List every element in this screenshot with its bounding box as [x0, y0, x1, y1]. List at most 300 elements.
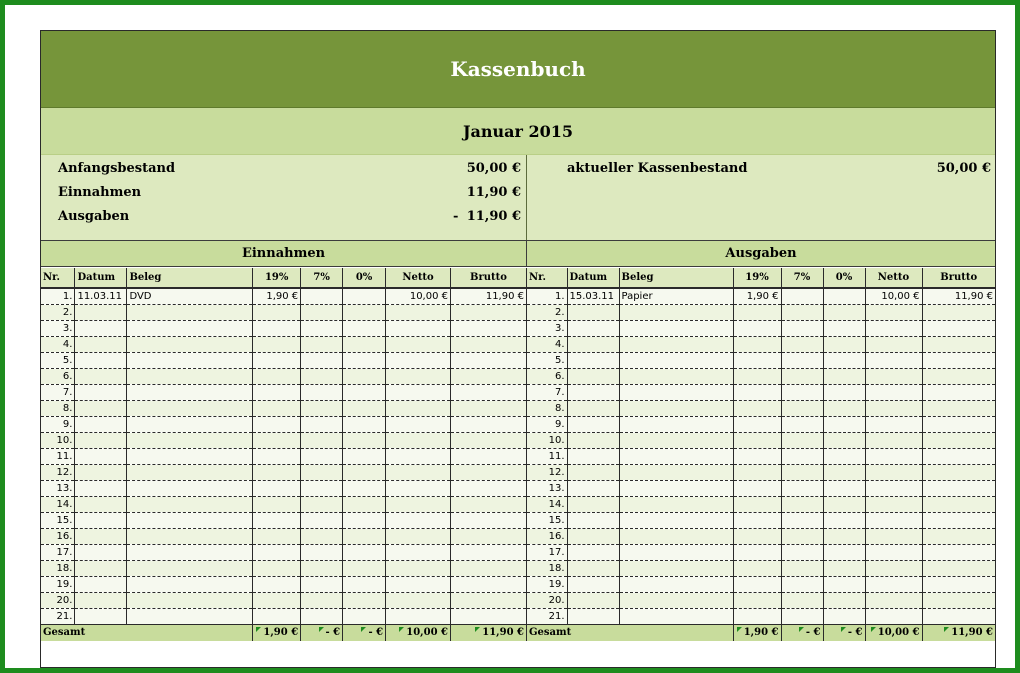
einnahmen-cell-datum[interactable] [75, 352, 127, 368]
ausgaben-cell-nr[interactable]: 18. [527, 560, 567, 576]
ausgaben-cell-19[interactable] [733, 384, 781, 400]
einnahmen-cell-netto[interactable] [386, 448, 451, 464]
ausgaben-cell-19[interactable] [733, 432, 781, 448]
einnahmen-cell-7[interactable] [301, 528, 343, 544]
einnahmen-cell-0[interactable] [343, 464, 386, 480]
einnahmen-cell-19[interactable] [253, 400, 301, 416]
einnahmen-cell-datum[interactable] [75, 528, 127, 544]
ausgaben-cell-nr[interactable]: 11. [527, 448, 567, 464]
einnahmen-cell-0[interactable] [343, 512, 386, 528]
einnahmen-cell-brutto[interactable] [451, 464, 527, 480]
einnahmen-cell-netto[interactable] [386, 368, 451, 384]
ausgaben-cell-datum[interactable] [567, 304, 619, 320]
ausgaben-cell-datum[interactable] [567, 352, 619, 368]
einnahmen-cell-nr[interactable]: 11. [41, 448, 75, 464]
einnahmen-cell-datum[interactable] [75, 448, 127, 464]
ausgaben-cell-netto[interactable] [865, 576, 922, 592]
ausgaben-cell-7[interactable] [781, 448, 823, 464]
einnahmen-cell-7[interactable] [301, 400, 343, 416]
ausgaben-cell-19[interactable] [733, 416, 781, 432]
ausgaben-cell-netto[interactable]: 10,00 € [865, 288, 922, 304]
ausgaben-cell-datum[interactable] [567, 544, 619, 560]
einnahmen-cell-nr[interactable]: 9. [41, 416, 75, 432]
einnahmen-cell-nr[interactable]: 17. [41, 544, 75, 560]
einnahmen-cell-7[interactable] [301, 432, 343, 448]
ausgaben-cell-7[interactable] [781, 608, 823, 624]
einnahmen-cell-datum[interactable] [75, 496, 127, 512]
ausgaben-cell-datum[interactable]: 15.03.11 [567, 288, 619, 304]
ausgaben-cell-19[interactable] [733, 512, 781, 528]
ausgaben-cell-datum[interactable] [567, 480, 619, 496]
einnahmen-cell-0[interactable] [343, 288, 386, 304]
ausgaben-cell-beleg[interactable] [619, 320, 733, 336]
ausgaben-cell-netto[interactable] [865, 496, 922, 512]
ausgaben-cell-beleg[interactable] [619, 448, 733, 464]
ausgaben-cell-netto[interactable] [865, 528, 922, 544]
ausgaben-cell-datum[interactable] [567, 416, 619, 432]
ausgaben-cell-beleg[interactable] [619, 480, 733, 496]
einnahmen-cell-0[interactable] [343, 448, 386, 464]
einnahmen-cell-7[interactable] [301, 608, 343, 624]
ausgaben-cell-beleg[interactable] [619, 608, 733, 624]
einnahmen-cell-datum[interactable] [75, 592, 127, 608]
ausgaben-cell-netto[interactable] [865, 400, 922, 416]
einnahmen-cell-7[interactable] [301, 384, 343, 400]
einnahmen-cell-datum[interactable] [75, 432, 127, 448]
einnahmen-cell-19[interactable] [253, 464, 301, 480]
einnahmen-cell-nr[interactable]: 6. [41, 368, 75, 384]
einnahmen-cell-nr[interactable]: 10. [41, 432, 75, 448]
einnahmen-cell-7[interactable] [301, 576, 343, 592]
ausgaben-cell-netto[interactable] [865, 352, 922, 368]
ausgaben-cell-beleg[interactable] [619, 400, 733, 416]
einnahmen-cell-7[interactable] [301, 304, 343, 320]
einnahmen-cell-19[interactable] [253, 416, 301, 432]
ausgaben-cell-7[interactable] [781, 512, 823, 528]
ausgaben-cell-beleg[interactable] [619, 384, 733, 400]
ausgaben-cell-brutto[interactable] [922, 416, 995, 432]
einnahmen-cell-netto[interactable] [386, 432, 451, 448]
einnahmen-cell-nr[interactable]: 1. [41, 288, 75, 304]
ausgaben-cell-netto[interactable] [865, 432, 922, 448]
ausgaben-cell-datum[interactable] [567, 528, 619, 544]
einnahmen-cell-netto[interactable] [386, 576, 451, 592]
einnahmen-cell-nr[interactable]: 18. [41, 560, 75, 576]
ausgaben-cell-0[interactable] [823, 384, 865, 400]
ausgaben-cell-nr[interactable]: 17. [527, 544, 567, 560]
einnahmen-cell-beleg[interactable] [127, 464, 253, 480]
ausgaben-cell-0[interactable] [823, 400, 865, 416]
einnahmen-cell-7[interactable] [301, 480, 343, 496]
einnahmen-cell-0[interactable] [343, 528, 386, 544]
ausgaben-cell-0[interactable] [823, 464, 865, 480]
einnahmen-cell-nr[interactable]: 7. [41, 384, 75, 400]
einnahmen-cell-netto[interactable] [386, 336, 451, 352]
ausgaben-cell-7[interactable] [781, 416, 823, 432]
ausgaben-cell-beleg[interactable] [619, 544, 733, 560]
einnahmen-cell-nr[interactable]: 12. [41, 464, 75, 480]
ausgaben-cell-19[interactable] [733, 560, 781, 576]
einnahmen-cell-0[interactable] [343, 544, 386, 560]
ausgaben-cell-nr[interactable]: 6. [527, 368, 567, 384]
einnahmen-cell-netto[interactable] [386, 480, 451, 496]
einnahmen-cell-brutto[interactable] [451, 512, 527, 528]
einnahmen-cell-datum[interactable] [75, 560, 127, 576]
einnahmen-cell-nr[interactable]: 2. [41, 304, 75, 320]
einnahmen-cell-19[interactable] [253, 544, 301, 560]
einnahmen-cell-beleg[interactable] [127, 448, 253, 464]
einnahmen-cell-0[interactable] [343, 480, 386, 496]
einnahmen-cell-nr[interactable]: 8. [41, 400, 75, 416]
einnahmen-cell-7[interactable] [301, 368, 343, 384]
einnahmen-cell-7[interactable] [301, 288, 343, 304]
ausgaben-cell-0[interactable] [823, 576, 865, 592]
ausgaben-cell-19[interactable] [733, 480, 781, 496]
ausgaben-cell-nr[interactable]: 10. [527, 432, 567, 448]
einnahmen-cell-7[interactable] [301, 496, 343, 512]
einnahmen-cell-0[interactable] [343, 304, 386, 320]
einnahmen-cell-0[interactable] [343, 400, 386, 416]
ausgaben-cell-datum[interactable] [567, 320, 619, 336]
einnahmen-cell-0[interactable] [343, 608, 386, 624]
ausgaben-cell-19[interactable] [733, 368, 781, 384]
ausgaben-cell-19[interactable] [733, 544, 781, 560]
ausgaben-cell-brutto[interactable] [922, 480, 995, 496]
einnahmen-cell-brutto[interactable] [451, 432, 527, 448]
ausgaben-cell-0[interactable] [823, 416, 865, 432]
einnahmen-cell-datum[interactable] [75, 320, 127, 336]
einnahmen-cell-19[interactable] [253, 336, 301, 352]
ausgaben-cell-beleg[interactable] [619, 368, 733, 384]
ausgaben-cell-datum[interactable] [567, 576, 619, 592]
ausgaben-cell-7[interactable] [781, 544, 823, 560]
einnahmen-cell-0[interactable] [343, 560, 386, 576]
ausgaben-cell-7[interactable] [781, 464, 823, 480]
einnahmen-cell-brutto[interactable] [451, 528, 527, 544]
ausgaben-cell-beleg[interactable] [619, 304, 733, 320]
ausgaben-cell-7[interactable] [781, 288, 823, 304]
einnahmen-cell-7[interactable] [301, 352, 343, 368]
einnahmen-cell-19[interactable] [253, 432, 301, 448]
ausgaben-cell-brutto[interactable] [922, 544, 995, 560]
einnahmen-cell-beleg[interactable] [127, 368, 253, 384]
ausgaben-cell-7[interactable] [781, 352, 823, 368]
einnahmen-cell-19[interactable] [253, 352, 301, 368]
ausgaben-cell-7[interactable] [781, 592, 823, 608]
einnahmen-cell-19[interactable] [253, 560, 301, 576]
einnahmen-cell-0[interactable] [343, 320, 386, 336]
einnahmen-cell-nr[interactable]: 15. [41, 512, 75, 528]
ausgaben-cell-7[interactable] [781, 400, 823, 416]
einnahmen-cell-7[interactable] [301, 464, 343, 480]
einnahmen-cell-19[interactable] [253, 304, 301, 320]
einnahmen-cell-netto[interactable] [386, 512, 451, 528]
ausgaben-cell-7[interactable] [781, 432, 823, 448]
ausgaben-cell-brutto[interactable] [922, 352, 995, 368]
ausgaben-cell-0[interactable] [823, 288, 865, 304]
einnahmen-cell-datum[interactable] [75, 464, 127, 480]
ausgaben-cell-7[interactable] [781, 368, 823, 384]
ausgaben-cell-netto[interactable] [865, 608, 922, 624]
einnahmen-cell-netto[interactable] [386, 320, 451, 336]
einnahmen-cell-19[interactable] [253, 512, 301, 528]
ausgaben-cell-nr[interactable]: 9. [527, 416, 567, 432]
einnahmen-cell-netto[interactable] [386, 608, 451, 624]
einnahmen-cell-nr[interactable]: 5. [41, 352, 75, 368]
einnahmen-cell-0[interactable] [343, 432, 386, 448]
einnahmen-cell-19[interactable] [253, 320, 301, 336]
ausgaben-cell-19[interactable]: 1,90 € [733, 288, 781, 304]
einnahmen-cell-netto[interactable] [386, 416, 451, 432]
ausgaben-cell-nr[interactable]: 19. [527, 576, 567, 592]
ausgaben-cell-0[interactable] [823, 608, 865, 624]
ausgaben-cell-netto[interactable] [865, 480, 922, 496]
ausgaben-cell-brutto[interactable] [922, 608, 995, 624]
ausgaben-cell-7[interactable] [781, 304, 823, 320]
einnahmen-cell-brutto[interactable] [451, 320, 527, 336]
ausgaben-cell-nr[interactable]: 15. [527, 512, 567, 528]
einnahmen-cell-beleg[interactable] [127, 608, 253, 624]
ausgaben-cell-0[interactable] [823, 352, 865, 368]
einnahmen-cell-0[interactable] [343, 352, 386, 368]
einnahmen-cell-beleg[interactable] [127, 496, 253, 512]
ausgaben-cell-7[interactable] [781, 560, 823, 576]
ausgaben-cell-0[interactable] [823, 544, 865, 560]
ausgaben-cell-beleg[interactable] [619, 592, 733, 608]
ausgaben-cell-datum[interactable] [567, 608, 619, 624]
ausgaben-cell-datum[interactable] [567, 592, 619, 608]
ausgaben-cell-beleg[interactable] [619, 560, 733, 576]
ausgaben-cell-19[interactable] [733, 592, 781, 608]
einnahmen-cell-nr[interactable]: 16. [41, 528, 75, 544]
ausgaben-cell-datum[interactable] [567, 336, 619, 352]
ausgaben-cell-datum[interactable] [567, 448, 619, 464]
ausgaben-cell-brutto[interactable] [922, 496, 995, 512]
einnahmen-cell-0[interactable] [343, 336, 386, 352]
ausgaben-cell-7[interactable] [781, 384, 823, 400]
einnahmen-cell-19[interactable] [253, 384, 301, 400]
einnahmen-cell-beleg[interactable] [127, 352, 253, 368]
ausgaben-cell-7[interactable] [781, 480, 823, 496]
einnahmen-cell-datum[interactable] [75, 544, 127, 560]
ausgaben-cell-netto[interactable] [865, 544, 922, 560]
ausgaben-cell-netto[interactable] [865, 320, 922, 336]
einnahmen-cell-7[interactable] [301, 320, 343, 336]
einnahmen-cell-beleg[interactable] [127, 432, 253, 448]
einnahmen-cell-datum[interactable] [75, 336, 127, 352]
ausgaben-cell-19[interactable] [733, 528, 781, 544]
einnahmen-cell-beleg[interactable] [127, 528, 253, 544]
ausgaben-cell-brutto[interactable] [922, 464, 995, 480]
einnahmen-cell-7[interactable] [301, 416, 343, 432]
einnahmen-cell-beleg[interactable]: DVD [127, 288, 253, 304]
einnahmen-cell-datum[interactable] [75, 368, 127, 384]
ausgaben-cell-datum[interactable] [567, 368, 619, 384]
ausgaben-cell-beleg[interactable] [619, 496, 733, 512]
ausgaben-cell-0[interactable] [823, 560, 865, 576]
ausgaben-cell-datum[interactable] [567, 400, 619, 416]
einnahmen-cell-brutto[interactable] [451, 352, 527, 368]
einnahmen-cell-19[interactable] [253, 576, 301, 592]
ausgaben-cell-0[interactable] [823, 528, 865, 544]
ausgaben-cell-netto[interactable] [865, 512, 922, 528]
einnahmen-cell-datum[interactable] [75, 608, 127, 624]
ausgaben-cell-netto[interactable] [865, 592, 922, 608]
ausgaben-cell-brutto[interactable] [922, 336, 995, 352]
einnahmen-cell-beleg[interactable] [127, 400, 253, 416]
einnahmen-cell-19[interactable] [253, 496, 301, 512]
einnahmen-cell-brutto[interactable] [451, 496, 527, 512]
einnahmen-cell-7[interactable] [301, 512, 343, 528]
ausgaben-cell-brutto[interactable] [922, 384, 995, 400]
ausgaben-cell-nr[interactable]: 2. [527, 304, 567, 320]
ausgaben-cell-19[interactable] [733, 496, 781, 512]
einnahmen-cell-beleg[interactable] [127, 320, 253, 336]
einnahmen-cell-7[interactable] [301, 336, 343, 352]
einnahmen-cell-brutto[interactable] [451, 560, 527, 576]
ausgaben-cell-nr[interactable]: 4. [527, 336, 567, 352]
einnahmen-cell-brutto[interactable] [451, 480, 527, 496]
ausgaben-cell-nr[interactable]: 7. [527, 384, 567, 400]
ausgaben-cell-brutto[interactable] [922, 368, 995, 384]
einnahmen-cell-19[interactable] [253, 368, 301, 384]
ausgaben-cell-beleg[interactable] [619, 464, 733, 480]
einnahmen-cell-19[interactable]: 1,90 € [253, 288, 301, 304]
ausgaben-cell-netto[interactable] [865, 336, 922, 352]
einnahmen-cell-beleg[interactable] [127, 592, 253, 608]
einnahmen-cell-0[interactable] [343, 368, 386, 384]
einnahmen-cell-nr[interactable]: 3. [41, 320, 75, 336]
einnahmen-cell-brutto[interactable] [451, 608, 527, 624]
ausgaben-cell-beleg[interactable] [619, 528, 733, 544]
einnahmen-cell-0[interactable] [343, 496, 386, 512]
ausgaben-cell-netto[interactable] [865, 560, 922, 576]
ausgaben-cell-netto[interactable] [865, 304, 922, 320]
einnahmen-cell-brutto[interactable] [451, 304, 527, 320]
ausgaben-cell-nr[interactable]: 5. [527, 352, 567, 368]
ausgaben-cell-nr[interactable]: 13. [527, 480, 567, 496]
ausgaben-cell-19[interactable] [733, 464, 781, 480]
ausgaben-cell-nr[interactable]: 20. [527, 592, 567, 608]
ausgaben-cell-brutto[interactable] [922, 400, 995, 416]
ausgaben-cell-0[interactable] [823, 448, 865, 464]
einnahmen-cell-datum[interactable] [75, 576, 127, 592]
ausgaben-cell-brutto[interactable] [922, 304, 995, 320]
einnahmen-cell-brutto[interactable] [451, 544, 527, 560]
ausgaben-cell-19[interactable] [733, 320, 781, 336]
einnahmen-cell-datum[interactable] [75, 416, 127, 432]
ausgaben-cell-0[interactable] [823, 304, 865, 320]
ausgaben-cell-0[interactable] [823, 496, 865, 512]
ausgaben-cell-beleg[interactable]: Papier [619, 288, 733, 304]
ausgaben-cell-netto[interactable] [865, 368, 922, 384]
ausgaben-cell-netto[interactable] [865, 384, 922, 400]
ausgaben-cell-7[interactable] [781, 496, 823, 512]
einnahmen-cell-19[interactable] [253, 528, 301, 544]
ausgaben-cell-0[interactable] [823, 320, 865, 336]
einnahmen-cell-nr[interactable]: 19. [41, 576, 75, 592]
ausgaben-cell-nr[interactable]: 16. [527, 528, 567, 544]
ausgaben-cell-brutto[interactable] [922, 432, 995, 448]
einnahmen-cell-brutto[interactable] [451, 576, 527, 592]
ausgaben-cell-nr[interactable]: 12. [527, 464, 567, 480]
ausgaben-cell-0[interactable] [823, 480, 865, 496]
einnahmen-cell-nr[interactable]: 4. [41, 336, 75, 352]
ausgaben-cell-beleg[interactable] [619, 352, 733, 368]
ausgaben-cell-beleg[interactable] [619, 416, 733, 432]
einnahmen-cell-brutto[interactable] [451, 400, 527, 416]
ausgaben-cell-19[interactable] [733, 400, 781, 416]
ausgaben-cell-brutto[interactable] [922, 560, 995, 576]
ausgaben-cell-brutto[interactable] [922, 320, 995, 336]
einnahmen-cell-nr[interactable]: 21. [41, 608, 75, 624]
einnahmen-cell-brutto[interactable]: 11,90 € [451, 288, 527, 304]
ausgaben-cell-0[interactable] [823, 336, 865, 352]
einnahmen-cell-7[interactable] [301, 592, 343, 608]
einnahmen-cell-brutto[interactable] [451, 416, 527, 432]
einnahmen-cell-netto[interactable] [386, 544, 451, 560]
einnahmen-cell-19[interactable] [253, 608, 301, 624]
einnahmen-cell-beleg[interactable] [127, 576, 253, 592]
ausgaben-cell-beleg[interactable] [619, 576, 733, 592]
einnahmen-cell-beleg[interactable] [127, 560, 253, 576]
ausgaben-cell-brutto[interactable] [922, 576, 995, 592]
einnahmen-cell-brutto[interactable] [451, 448, 527, 464]
einnahmen-cell-beleg[interactable] [127, 384, 253, 400]
einnahmen-cell-netto[interactable]: 10,00 € [386, 288, 451, 304]
einnahmen-cell-datum[interactable] [75, 384, 127, 400]
einnahmen-cell-netto[interactable] [386, 592, 451, 608]
einnahmen-cell-netto[interactable] [386, 560, 451, 576]
einnahmen-cell-beleg[interactable] [127, 336, 253, 352]
einnahmen-cell-datum[interactable] [75, 480, 127, 496]
einnahmen-cell-beleg[interactable] [127, 544, 253, 560]
einnahmen-cell-beleg[interactable] [127, 416, 253, 432]
einnahmen-cell-19[interactable] [253, 480, 301, 496]
einnahmen-cell-datum[interactable] [75, 304, 127, 320]
einnahmen-cell-nr[interactable]: 13. [41, 480, 75, 496]
ausgaben-cell-19[interactable] [733, 304, 781, 320]
ausgaben-cell-19[interactable] [733, 336, 781, 352]
einnahmen-cell-brutto[interactable] [451, 368, 527, 384]
einnahmen-cell-datum[interactable] [75, 512, 127, 528]
ausgaben-cell-brutto[interactable] [922, 528, 995, 544]
einnahmen-cell-nr[interactable]: 14. [41, 496, 75, 512]
ausgaben-cell-netto[interactable] [865, 464, 922, 480]
ausgaben-cell-datum[interactable] [567, 384, 619, 400]
ausgaben-cell-beleg[interactable] [619, 432, 733, 448]
ausgaben-cell-netto[interactable] [865, 448, 922, 464]
einnahmen-cell-7[interactable] [301, 448, 343, 464]
einnahmen-cell-netto[interactable] [386, 384, 451, 400]
einnahmen-cell-0[interactable] [343, 576, 386, 592]
einnahmen-cell-brutto[interactable] [451, 384, 527, 400]
einnahmen-cell-beleg[interactable] [127, 512, 253, 528]
ausgaben-cell-brutto[interactable]: 11,90 € [922, 288, 995, 304]
einnahmen-cell-netto[interactable] [386, 496, 451, 512]
einnahmen-cell-netto[interactable] [386, 528, 451, 544]
einnahmen-cell-beleg[interactable] [127, 480, 253, 496]
einnahmen-cell-netto[interactable] [386, 352, 451, 368]
einnahmen-cell-netto[interactable] [386, 400, 451, 416]
einnahmen-cell-datum[interactable] [75, 400, 127, 416]
ausgaben-cell-datum[interactable] [567, 560, 619, 576]
ausgaben-cell-19[interactable] [733, 608, 781, 624]
ausgaben-cell-netto[interactable] [865, 416, 922, 432]
einnahmen-cell-netto[interactable] [386, 304, 451, 320]
ausgaben-cell-datum[interactable] [567, 512, 619, 528]
ausgaben-cell-datum[interactable] [567, 496, 619, 512]
